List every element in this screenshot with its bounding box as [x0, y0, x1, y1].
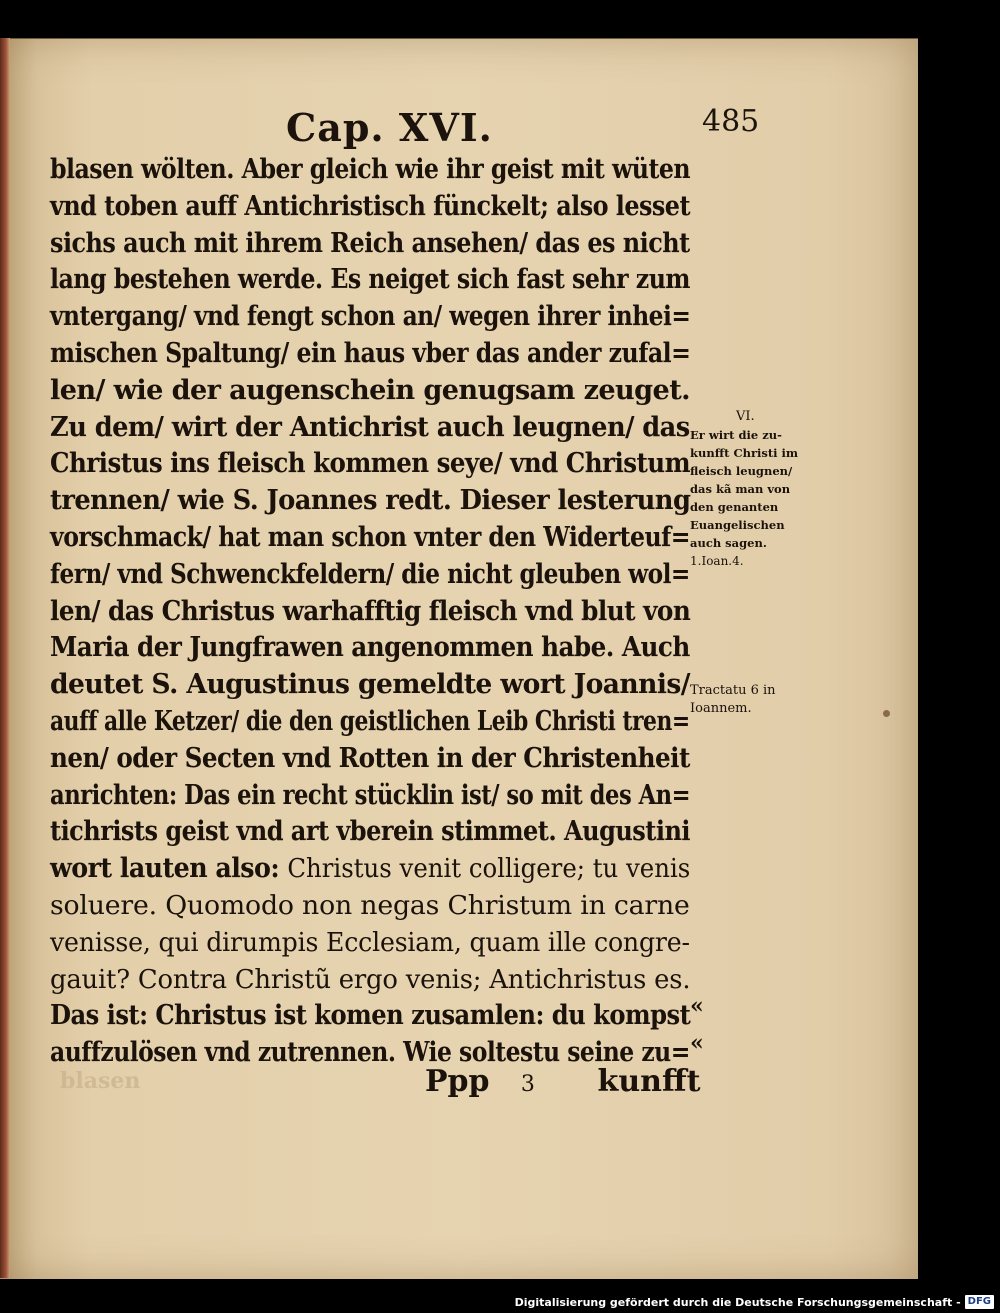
text-line: vnd toben auff Antichristisch fünckelt; also lesset: [50, 190, 690, 222]
text-line: auff alle Ketzer/ die den geistlichen Leib Christi tren=: [50, 705, 690, 737]
show-through-text: blasen: [60, 1068, 141, 1094]
text-line-fraktur-part: wort lauten also:: [50, 853, 288, 885]
text-line: anrichten: Das ein recht stücklin ist/ so mit des An=: [50, 779, 691, 811]
margin-note-line: das kã man von: [690, 482, 791, 496]
margin-note-numeral: VI.: [736, 409, 755, 424]
text-line: mischen Spaltung/ ein haus vber das ander zufal=: [50, 337, 691, 369]
quote-mark: «: [690, 993, 704, 1019]
margin-note-line: den genanten: [690, 500, 779, 514]
margin-note-line: Er wirt die zu-: [690, 428, 782, 442]
text-line: Zu dem/ wirt der Antichrist auch leugnen/ das: [50, 411, 690, 443]
signature-number: 3: [520, 1072, 535, 1097]
dfg-logo: DFG: [965, 1295, 994, 1309]
page-number: 485: [702, 104, 760, 139]
book-spine-edge: [0, 38, 10, 1278]
text-line: sichs auch mit ihrem Reich ansehen/ das es nicht: [50, 227, 690, 259]
text-line: len/ wie der augenschein genugsam zeuget.: [50, 374, 690, 406]
text-line: Christus ins fleisch kommen seye/ vnd Christum: [50, 448, 691, 480]
text-line: blasen wölten. Aber gleich wie ihr geist mit wüten: [50, 154, 691, 185]
text-line: venisse, qui dirumpis Ecclesiam, quam ille congre-: [50, 927, 690, 958]
text-line: [50, 851, 691, 888]
signature-mark: Ppp: [425, 1064, 490, 1099]
margin-reference: [690, 682, 776, 718]
main-text-block: [50, 152, 700, 1072]
margin-note: [690, 408, 818, 570]
text-line: nen/ oder Secten vnd Rotten in der Christenheit: [50, 742, 690, 774]
margin-note-reference: 1.Ioan.4.: [690, 554, 744, 568]
text-line: gauit? Contra Christũ ergo venis; Antichristus es.: [50, 964, 691, 995]
credit-text: Digitalisierung gefördert durch die Deutsche Forschungsgemeinschaft -: [514, 1295, 961, 1309]
text-line: len/ das Christus warhafftig fleisch vnd blut von: [50, 595, 691, 627]
margin-note-line: kunfft Christi im: [690, 446, 799, 460]
margin-note-line: fleisch leugnen/: [690, 464, 793, 478]
text-line: Das ist: Christus ist komen zusamlen: du kompst: [50, 1000, 691, 1032]
text-line: soluere. Quomodo non negas Christum in carne: [50, 890, 690, 921]
margin-reference-line: Ioannem.: [690, 701, 752, 716]
text-line: auffzulösen vnd zutrennen. Wie soltestu seine zu=: [50, 1037, 690, 1069]
digitization-credit: [515, 1295, 994, 1309]
margin-reference-line: Tractatu 6 in: [690, 683, 776, 698]
margin-note-line: Euangelischen: [690, 518, 785, 532]
text-line: lang bestehen werde. Es neiget sich fast sehr zum: [50, 264, 690, 296]
text-line: deutet S. Augustinus gemeldte wort Joannis/: [50, 669, 690, 701]
text-line-latin-part: Christus venit colligere; tu venis: [287, 854, 691, 885]
chapter-title: Cap. XVI.: [286, 105, 493, 150]
catchword: kunfft: [597, 1064, 701, 1099]
text-line: trennen/ wie S. Joannes redt. Dieser lesterung: [50, 485, 691, 517]
text-line: tichrists geist vnd art vberein stimmet. Augustini: [50, 816, 690, 848]
text-line: fern/ vnd Schwenckfeldern/ die nicht gleuben wol=: [50, 558, 690, 590]
quote-mark: «: [690, 1030, 704, 1056]
text-line: vntergang/ vnd fengt schon an/ wegen ihrer inhei=: [50, 301, 691, 333]
page-footer: [425, 1064, 700, 1099]
text-line: vorschmack/ hat man schon vnter den Widerteuf=: [50, 521, 691, 553]
text-line: Maria der Jungfrawen angenommen habe. Auch: [50, 632, 690, 664]
paper-stain: [883, 710, 890, 717]
margin-note-line: auch sagen.: [690, 536, 767, 550]
